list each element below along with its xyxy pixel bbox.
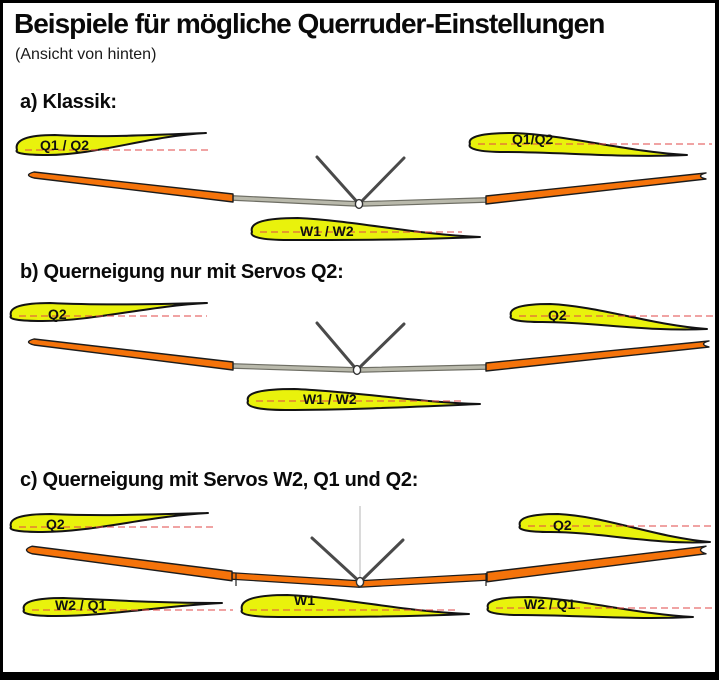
airfoil-shape-a-2 xyxy=(252,218,480,240)
airfoil-shape-c-3 xyxy=(242,595,469,617)
page-title: Beispiele für mögliche Querruder-Einstellungen xyxy=(14,8,605,39)
airfoil-label-a-right-aileron: Q1/Q2 xyxy=(512,131,554,147)
section-c-heading: c) Querneigung mit Servos W2, Q1 und Q2: xyxy=(20,469,419,491)
view-note: (Ansicht von hinten) xyxy=(15,46,157,63)
wing-center-right-b xyxy=(358,365,486,373)
airfoil-label-c-left-flap: W2 / Q1 xyxy=(55,597,107,613)
airfoil-label-c-center-flap: W1 xyxy=(294,592,315,608)
wing-aileron-right-b xyxy=(486,341,709,371)
airfoil-shape-c-0 xyxy=(11,513,208,532)
fuselage-circle-b xyxy=(353,366,360,375)
wing-aileron-left-b xyxy=(29,339,234,370)
airfoil-label-a-center-flap: W1 / W2 xyxy=(300,223,354,239)
airfoil-label-b-center-flap: W1 / W2 xyxy=(303,391,357,407)
section-b-heading: b) Querneigung nur mit Servos Q2: xyxy=(20,261,344,283)
vtail-left-b xyxy=(317,323,357,370)
airfoil-label-c-left-aileron: Q2 xyxy=(46,516,65,532)
fuselage-circle-a xyxy=(355,200,362,209)
wing-outer-left-c xyxy=(27,546,233,581)
wing-aileron-left-a xyxy=(29,172,234,202)
airfoil-label-c-right-flap: W2 / Q1 xyxy=(524,596,576,612)
airfoil-shape-b-0 xyxy=(11,303,207,321)
airfoil-label-b-right-aileron: Q2 xyxy=(548,307,567,323)
airfoil-shape-c-1 xyxy=(520,514,710,542)
vtail-right-c xyxy=(360,540,403,582)
vtail-left-c xyxy=(312,538,360,582)
fuselage-circle-c xyxy=(356,578,363,587)
wing-inner-right-c xyxy=(359,574,487,588)
vtail-right-b xyxy=(357,324,404,370)
vtail-right-a xyxy=(359,158,404,204)
airfoil-label-c-right-aileron: Q2 xyxy=(553,517,572,533)
section-a-heading: a) Klassik: xyxy=(20,91,117,113)
wing-center-left-b xyxy=(233,364,358,373)
airfoil-shape-b-2 xyxy=(248,389,480,410)
airfoil-label-b-left-aileron: Q2 xyxy=(48,306,67,322)
airfoil-label-a-left-aileron: Q1 / Q2 xyxy=(40,137,90,153)
wing-inner-left-c xyxy=(232,573,359,588)
wing-center-left-a xyxy=(233,196,359,207)
wing-aileron-right-a xyxy=(486,173,706,204)
wing-outer-right-c xyxy=(487,546,706,582)
airfoil-shape-b-1 xyxy=(511,304,707,330)
wing-center-right-a xyxy=(359,198,486,207)
airfoil-shape-c-2 xyxy=(24,598,222,616)
vtail-left-a xyxy=(317,157,359,204)
